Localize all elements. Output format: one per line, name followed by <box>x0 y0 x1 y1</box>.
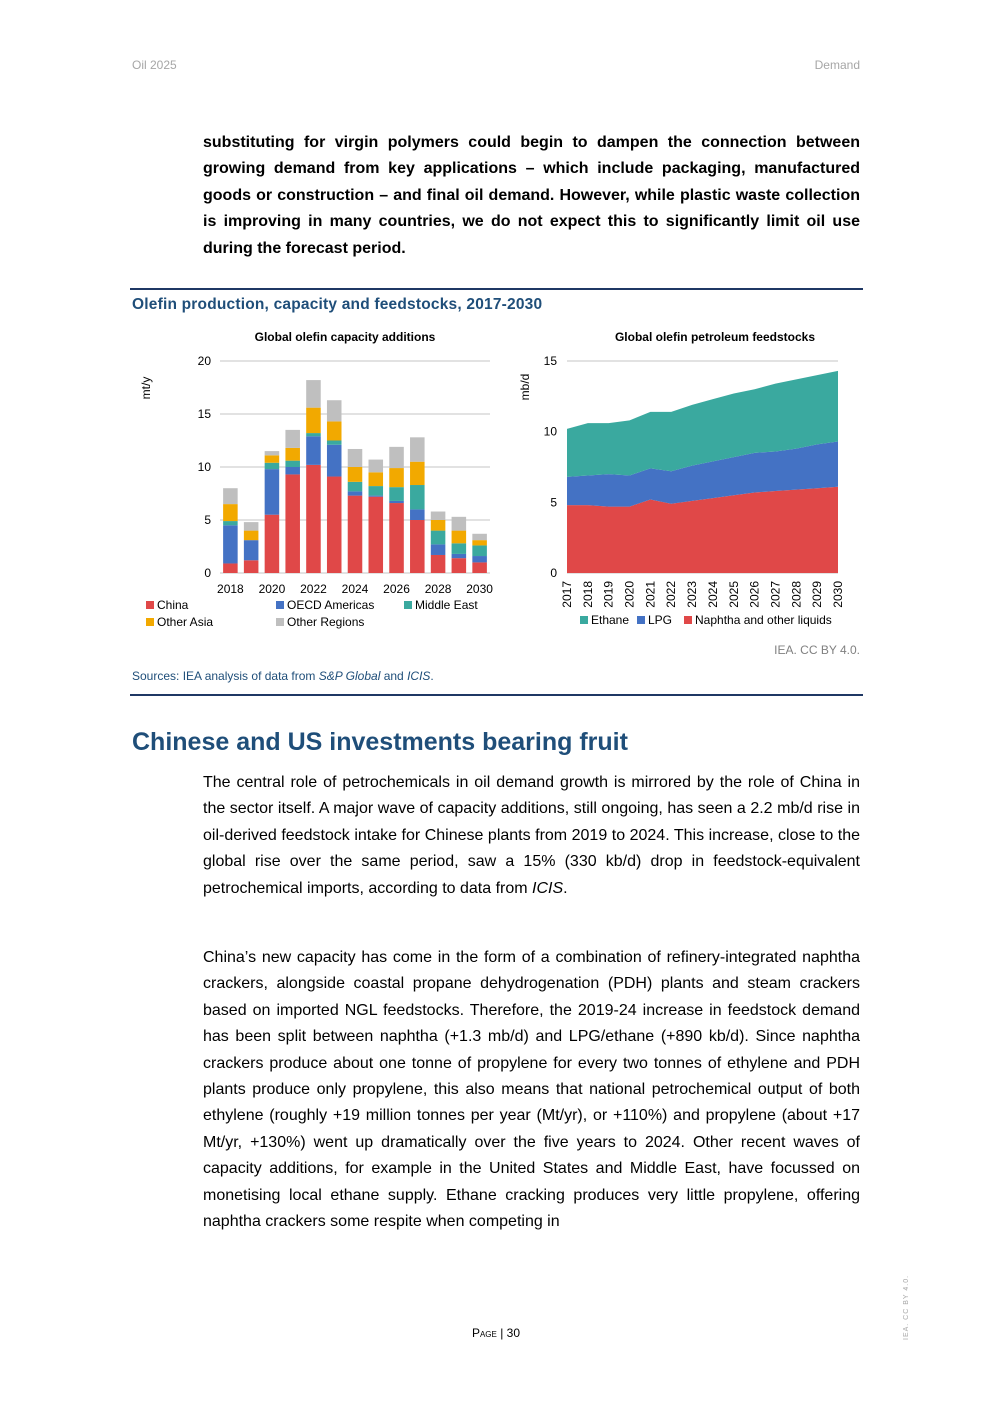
bar-segment <box>327 477 342 573</box>
body-p2-text: China’s new capacity has come in the form of a combination of refinery-integrated naphtha crackers, alongside coastal propane dehydrogenation (PDH) plants and steam crackers based on imported NGL feedstocks. Therefore, the 2019-24 increase in feedstock demand has been split between naphtha (+1.3 mb/d) and LPG/ethane (+890 kb/d). Since naphtha crackers produce about one tonne of propylene for every two tonnes of ethylene and PDH plants produce only propylene, this also means that national petrochemical output of both ethylene (roughly +19 million tonnes per year (Mt/yr), or +110%) and propylene (about +17 Mt/yr, +130%) went up dramatically over the five years to 2024. Other recent waves of capacity additions, for example in the United States and Middle East, have focussed on monetising local ethane supply. Ethane cracking produces very little propylene, offering naphtha crackers some respite when competing in <box>203 949 860 1231</box>
legend-label: Naphtha and other liquids <box>695 613 832 627</box>
bar-segment <box>431 555 446 573</box>
bar-segment <box>472 562 487 573</box>
bar-segment <box>327 441 342 445</box>
bar-segment <box>265 455 280 462</box>
y-tick-label: 5 <box>550 495 557 510</box>
figure-credit: IEA. CC BY 4.0. <box>774 643 860 657</box>
x-tick-label: 2023 <box>685 581 700 608</box>
legend-item-other-asia <box>146 615 213 629</box>
legend-item-naphtha <box>684 613 832 627</box>
body-p1-source-link[interactable]: ICIS <box>532 879 564 897</box>
sources-suffix: . <box>430 669 434 683</box>
y-tick-label: 5 <box>204 513 211 527</box>
bar-segment <box>327 421 342 440</box>
legend-item-oecd-americas <box>276 598 374 612</box>
bar-segment <box>348 449 363 467</box>
legend-swatch <box>684 616 692 624</box>
bar-segment <box>265 469 280 515</box>
header-chapter: Demand <box>814 58 860 72</box>
bar-segment <box>472 540 487 545</box>
bar-segment <box>431 512 446 520</box>
bar-segment <box>285 430 300 448</box>
y-tick-label: 0 <box>204 566 211 580</box>
legend-swatch <box>637 616 645 624</box>
bar-segment <box>452 531 467 544</box>
bar-segment <box>223 525 238 563</box>
y-axis-label: mt/y <box>139 376 153 400</box>
bar-segment <box>348 482 363 492</box>
x-tick-label: 2020 <box>622 581 637 608</box>
bar-segment <box>431 531 446 545</box>
bar-segment <box>285 474 300 573</box>
x-tick-label: 2030 <box>831 581 845 608</box>
legend-item-lpg <box>637 613 672 627</box>
bar-segment <box>244 560 259 573</box>
body-p1-end: . <box>563 879 568 897</box>
page-footer <box>0 1326 992 1340</box>
legend-label: Ethane <box>591 613 630 627</box>
x-tick-label: 2025 <box>726 581 741 608</box>
body-paragraph-1 <box>203 770 860 902</box>
bar-segment <box>285 467 300 474</box>
bar-segment <box>306 465 321 573</box>
bar-segment <box>223 521 238 525</box>
bar-segment <box>348 496 363 573</box>
bar-segment <box>410 485 425 509</box>
sources-and: and <box>380 669 408 683</box>
bar-segment <box>327 400 342 421</box>
bar-segment <box>285 461 300 467</box>
x-tick-label: 2018 <box>217 582 244 596</box>
body-p1-text: The central role of petrochemicals in oil demand growth is mirrored by the role of China in the sector itself. A major wave of capacity additions, still ongoing, has seen a 2.2 mb/d rise in oil-derived feedstock intake for Chinese plants from 2019 to 2024. This increase, close to the global rise over the same period, saw a 15% (330 kb/d) drop in feedstock-equivalent petrochemical imports, according to data from <box>203 774 860 897</box>
bar-segment <box>327 445 342 477</box>
bar-segment <box>223 504 238 521</box>
bar-segment <box>472 556 487 562</box>
legend-item-china <box>146 598 188 612</box>
bar-segment <box>472 534 487 540</box>
bar-segment <box>389 503 404 573</box>
bar-segment <box>369 497 384 573</box>
y-tick-label: 15 <box>543 354 557 368</box>
chart2-legend <box>580 613 870 631</box>
legend-swatch <box>146 618 154 626</box>
bar-segment <box>244 531 259 541</box>
x-tick-label: 2026 <box>383 582 410 596</box>
legend-label: Other Regions <box>287 615 365 629</box>
bar-segment <box>410 520 425 573</box>
bar-segment <box>244 522 259 530</box>
x-tick-label: 2024 <box>705 581 720 608</box>
bar-segment <box>410 462 425 485</box>
x-tick-label: 2030 <box>466 582 493 596</box>
page-separator: | <box>496 1326 507 1340</box>
side-license-mark: IEA. CC BY 4.0. <box>903 1274 910 1340</box>
body-paragraph-2 <box>203 945 860 1235</box>
x-tick-label: 2018 <box>580 581 595 608</box>
bar-segment <box>223 488 238 504</box>
bar-segment <box>369 460 384 473</box>
bar-segment <box>389 468 404 487</box>
source-link-icis[interactable]: ICIS <box>407 669 431 683</box>
legend-swatch <box>276 601 284 609</box>
capacity-additions-chart <box>135 348 505 603</box>
x-tick-label: 2027 <box>768 581 783 608</box>
bar-segment <box>452 517 467 531</box>
y-axis-label: mb/d <box>518 373 532 401</box>
chart1-title: Global olefin capacity additions <box>254 330 436 344</box>
bar-segment <box>369 486 384 496</box>
x-tick-label: 2021 <box>643 581 658 608</box>
intro-text: substituting for virgin polymers could begin to dampen the connection between growing demand from key applications – which include packaging, manufactured goods or construction – and final oil demand. However, while plastic waste collection is improving in many countries, we do not expect this to significantly limit oil use during the forecast period. <box>203 134 860 257</box>
bar-segment <box>389 447 404 468</box>
bar-segment <box>306 436 321 465</box>
bar-segment <box>452 558 467 573</box>
x-tick-label: 2019 <box>601 581 616 608</box>
bar-segment <box>265 451 280 455</box>
figure-top-rule <box>130 288 863 290</box>
source-link-sp-global[interactable]: S&P Global <box>318 669 381 683</box>
bar-segment <box>369 472 384 486</box>
bar-segment <box>348 467 363 482</box>
section-heading: Chinese and US investments bearing fruit <box>132 728 628 756</box>
bar-segment <box>348 491 363 495</box>
bar-segment <box>285 448 300 461</box>
petroleum-feedstocks-chart <box>515 348 860 618</box>
bar-segment <box>452 554 467 558</box>
y-tick-label: 0 <box>550 566 557 580</box>
bar-segment <box>431 520 446 531</box>
y-tick-label: 10 <box>543 424 557 439</box>
legend-swatch <box>276 618 284 626</box>
legend-swatch <box>580 616 588 624</box>
sources-prefix: Sources: IEA analysis of data from <box>132 669 319 683</box>
legend-item-ethane <box>580 613 629 627</box>
x-tick-label: 2024 <box>341 582 369 596</box>
figure-bottom-rule <box>130 694 863 696</box>
figure-sources <box>132 669 434 683</box>
legend-swatch <box>404 601 412 609</box>
x-tick-label: 2028 <box>424 582 452 596</box>
bar-segment <box>410 509 425 520</box>
bar-segment <box>410 437 425 461</box>
legend-item-other-regions <box>276 615 364 629</box>
bar-segment <box>306 408 321 433</box>
bar-segment <box>265 515 280 573</box>
chart1-legend <box>146 598 506 634</box>
page-number: 30 <box>506 1326 521 1340</box>
bar-segment <box>306 380 321 408</box>
y-tick-label: 10 <box>197 460 211 474</box>
legend-label: LPG <box>648 613 673 627</box>
x-tick-label: 2022 <box>300 582 327 596</box>
bar-segment <box>431 544 446 555</box>
x-tick-label: 2017 <box>560 581 574 608</box>
legend-label: OECD Americas <box>287 598 375 612</box>
legend-item-middle-east <box>404 598 478 612</box>
header-report-title: Oil 2025 <box>132 58 177 72</box>
legend-label: China <box>157 598 189 612</box>
bar-segment <box>389 487 404 501</box>
bar-segment <box>452 543 467 554</box>
x-tick-label: 2026 <box>747 581 762 608</box>
bar-segment <box>389 501 404 503</box>
x-tick-label: 2029 <box>810 581 825 608</box>
x-tick-label: 2022 <box>664 581 679 608</box>
x-tick-label: 2020 <box>258 582 286 596</box>
legend-label: Other Asia <box>157 615 214 629</box>
bar-segment <box>265 463 280 469</box>
legend-label: Middle East <box>415 598 478 612</box>
figure-title: Olefin production, capacity and feedstocks, 2017-2030 <box>132 296 543 313</box>
chart2-title: Global olefin petroleum feedstocks <box>614 330 816 344</box>
bar-segment <box>369 496 384 497</box>
y-tick-label: 20 <box>197 354 211 368</box>
bar-segment <box>306 433 321 436</box>
y-tick-label: 15 <box>197 407 211 421</box>
intro-paragraph <box>203 130 860 262</box>
legend-swatch <box>146 601 154 609</box>
bar-segment <box>223 563 238 573</box>
page-label: Page <box>471 1326 497 1340</box>
x-tick-label: 2028 <box>789 581 804 608</box>
bar-segment <box>472 545 487 556</box>
bar-segment <box>244 540 259 560</box>
